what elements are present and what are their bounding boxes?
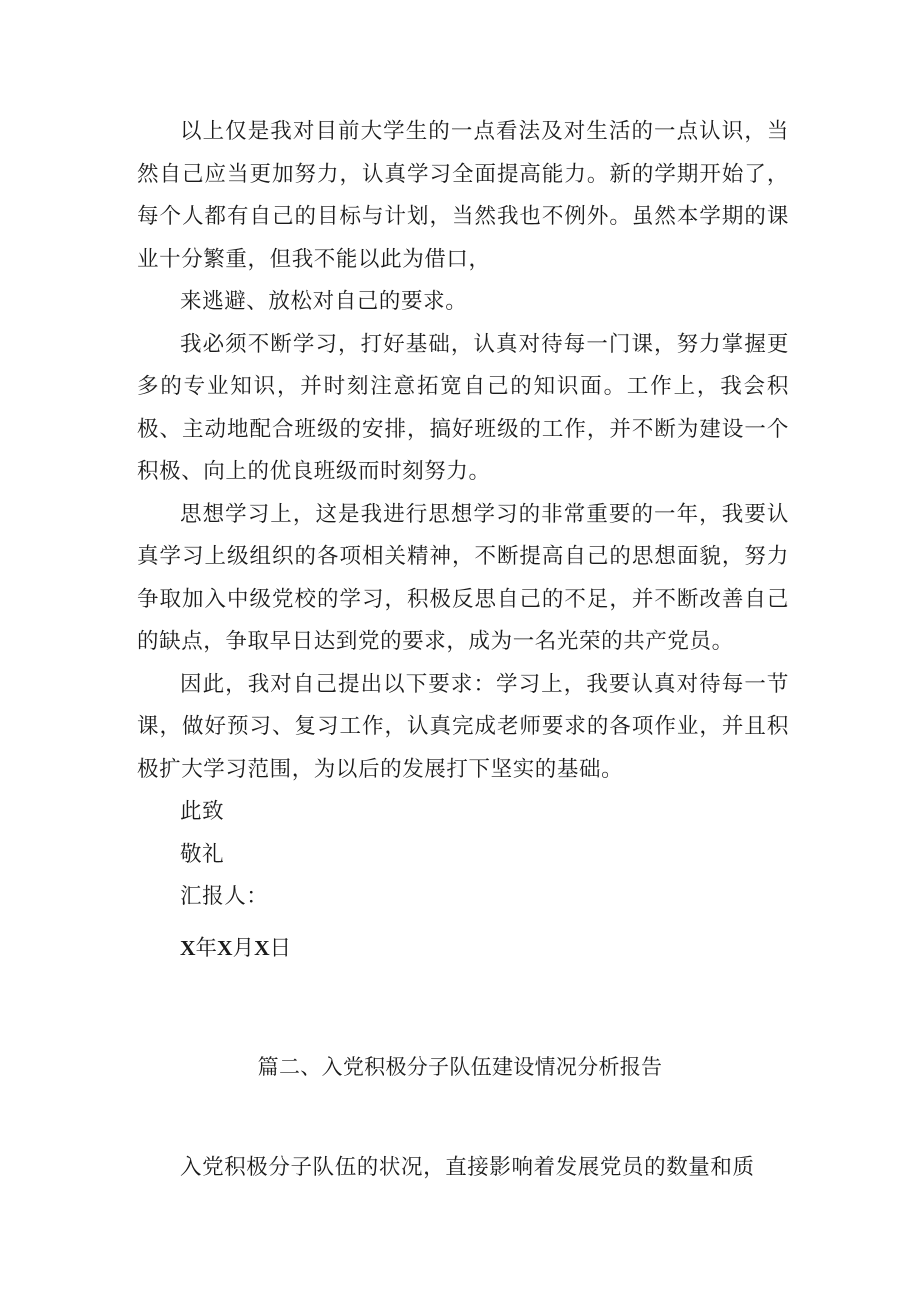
paragraph: 来逃避、放松对自己的要求。 (180, 289, 468, 314)
date-day-mark: X (254, 935, 270, 960)
section-heading: 篇二、入党积极分子队伍建设情况分析报告 (257, 1055, 663, 1079)
paragraph: 入党积极分子队伍的状况，直接影响着发展党员的数量和质 (180, 1155, 755, 1180)
paragraph: 我必须不断学习，打好基础，认真对待每一门课，努力掌握更多的专业知识，并时刻注意拓宽自己的知识面。工作上，我会积极、主动地配合班级的安排，搞好班级的工作，并不断为建设一个积极、向上的优良班级而时刻努力。 (137, 331, 789, 484)
date-month-mark: X (217, 935, 233, 960)
paragraph: 思想学习上，这是我进行思想学习的非常重要的一年，我要认真学习上级组织的各项相关精神，不断提高自己的思想面貌，努力争取加入中级党校的学习，积极反思自己的不足，并不断改善自己的缺点，争取早日达到党的要求，成为一名光荣的共产党员。 (137, 501, 789, 654)
date-month-label: 月 (232, 935, 255, 961)
paragraph: 因此，我对自己提出以下要求：学习上，我要认真对待每一节课，做好预习、复习工作，认真完成老师要求的各项作业，并且积极扩大学习范围，为以后的发展打下坚实的基础。 (137, 671, 789, 782)
closing-regards: 敬礼 (180, 841, 225, 867)
document-body-continued (137, 1147, 789, 1190)
date-year-mark: X (180, 935, 196, 960)
closing-salutation: 此致 (180, 799, 225, 824)
date-year-label: 年 (195, 935, 218, 961)
reporter-label: 汇报人： (180, 884, 269, 909)
report-date (137, 927, 789, 971)
date-day-label: 日 (269, 935, 292, 961)
paragraph: 以上仅是我对目前大学生的一点看法及对生活的一点认识，当然自己应当更加努力，认真学习全面提高能力。新的学期开始了，每个人都有自己的目标与计划，当然我也不例外。虽然本学期的课业十分繁重，但我不能以此为借口， (137, 119, 789, 272)
document-body (137, 111, 789, 970)
